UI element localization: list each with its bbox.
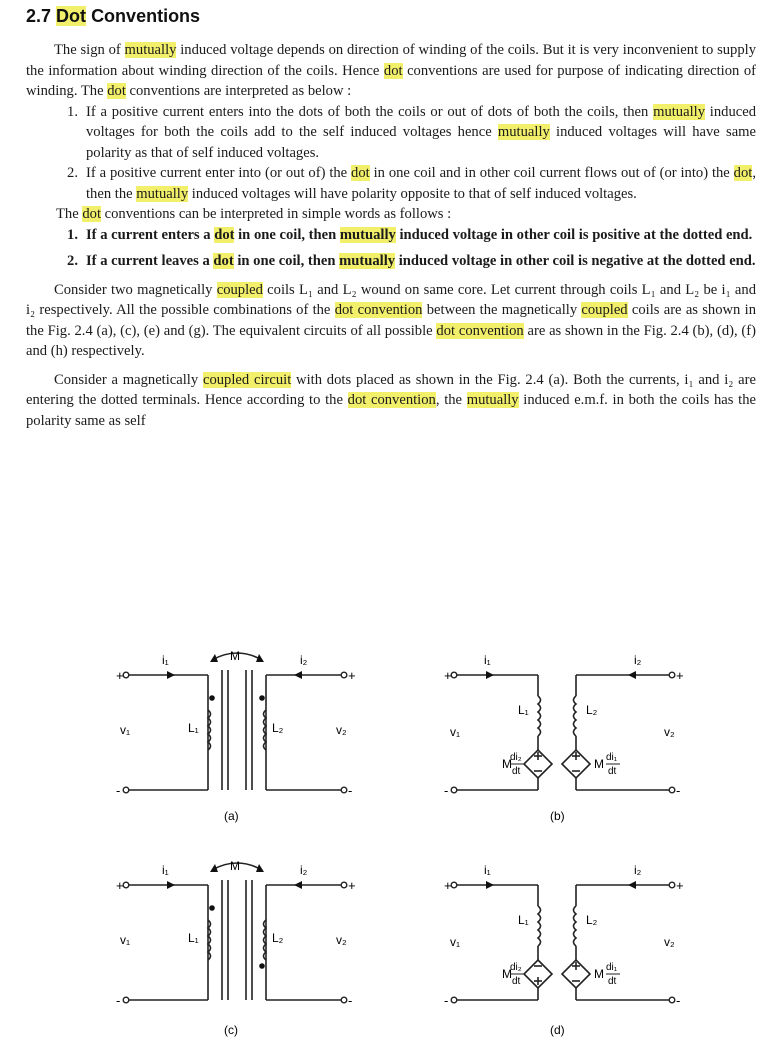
list-text: [86, 102, 756, 164]
figure-label: i₂: [300, 653, 308, 667]
figure-b: [440, 640, 690, 835]
text-run: induced voltages will have polarity opposite to that of self induced voltages.: [188, 185, 637, 202]
text-block: [26, 40, 756, 431]
text-run: induced voltages will have same polarity as that of self induced voltages.: [86, 124, 757, 161]
figure-label: -: [444, 993, 449, 1008]
figure-label: L₁: [518, 913, 529, 927]
figure-label: L₂: [272, 721, 284, 735]
text-run: conventions are used for purpose of indicating direction of winding. The: [26, 62, 756, 99]
text-run: coils are as shown in the Fig. 2.4 (a), (c), (e) and (g). The equivalent circuits of all possible: [26, 302, 756, 339]
figure-label: dt: [608, 976, 617, 987]
highlighted-term: mutually: [124, 42, 177, 58]
figure-label: v₁: [120, 933, 131, 947]
highlighted-term: dot convention: [334, 302, 423, 318]
figure-label: -: [348, 993, 353, 1008]
figure-label: v₂: [336, 723, 347, 737]
text-run: , the: [435, 392, 467, 408]
figure-label: di₂: [510, 962, 522, 973]
highlighted-term: mutually: [497, 124, 550, 140]
highlighted-term: mutually: [339, 226, 396, 243]
list-item: [26, 251, 756, 272]
paragraph-coupled-coils: [26, 280, 756, 362]
highlighted-term: mutually: [339, 253, 396, 269]
figure-label: dt: [512, 766, 521, 777]
section-heading: [26, 6, 200, 27]
figure-label: M: [230, 649, 240, 663]
highlighted-term: dot convention: [347, 392, 436, 408]
text-run: in one coil, then: [233, 253, 340, 269]
figure-label: +: [116, 668, 124, 683]
highlighted-term: mutually: [466, 392, 519, 408]
figure-label: L₁: [188, 721, 199, 735]
text-run: between the magnetically: [422, 302, 582, 318]
list-item: [26, 225, 756, 246]
figure-label: (b): [550, 809, 565, 823]
list-text: [86, 225, 756, 246]
figure-label: i₁: [484, 653, 491, 667]
figure-label: +: [676, 878, 684, 893]
text-run: The sign of: [54, 42, 125, 58]
section-title-highlight: Dot: [56, 6, 87, 26]
highlighted-term: coupled: [216, 281, 263, 298]
list-number: 1.: [67, 226, 78, 243]
figure-label: v₁: [120, 723, 131, 737]
figure-label: +: [444, 668, 452, 683]
figure-label: L₂: [272, 931, 284, 945]
figure-label: (d): [550, 1023, 565, 1037]
figure-label: +: [348, 878, 356, 893]
figure-label: dt: [512, 976, 521, 987]
highlighted-term: dot: [733, 165, 753, 181]
text-run: induced voltages for both the coils add to the self induced voltages hence: [86, 103, 756, 140]
figure-a: [112, 640, 362, 835]
list-text: [86, 251, 756, 272]
figure-label: (c): [224, 1023, 238, 1037]
highlighted-term: dot: [214, 226, 235, 243]
text-run: If a current enters a: [86, 226, 215, 243]
figure-label: di₁: [606, 752, 618, 763]
figure-label: M: [502, 967, 512, 981]
highlighted-term: dot: [82, 206, 101, 222]
figure-label: +: [444, 878, 452, 893]
text-run: coils L₁ and L₂ wound on same core. Let current through coils L₁ and L₂ be i₁ and i₂ respectively. All the possible combinations of the: [26, 281, 756, 318]
text-run: in one coil, then: [234, 226, 340, 243]
figure-d: [440, 850, 690, 1045]
figure-label: +: [676, 668, 684, 683]
figure-label: -: [676, 783, 681, 798]
highlighted-term: mutually: [653, 103, 705, 120]
figure-a-diagram: [112, 640, 362, 830]
text-run: Consider a magnetically: [54, 371, 203, 388]
figure-label: dt: [608, 766, 617, 777]
list-number: 2.: [67, 253, 78, 269]
figure-label: di₁: [606, 962, 618, 973]
highlighted-term: dot: [383, 62, 403, 79]
text-run: induced voltage depends on direction of winding of the coils. But it is very inconvenient to supply the information about winding direction of the coils. Hence: [26, 42, 756, 79]
figure-label: M: [230, 859, 240, 873]
figure-label: i₂: [634, 863, 642, 877]
figure-label: i₁: [162, 653, 169, 667]
figure-label: L₁: [518, 703, 529, 717]
text-run: with dots placed as shown in the Fig. 2.4 (a). Both the currents, i₁ and i₂ are entering the dotted terminals. Hence according to the: [26, 371, 756, 408]
figure-c-diagram: [112, 850, 362, 1040]
figure-label: i₁: [162, 863, 169, 877]
text-run: If a positive current enter into (or out of) the: [86, 165, 352, 181]
list-item: [26, 163, 756, 204]
figure-label: i₂: [300, 863, 308, 877]
text-run: conventions can be interpreted in simple words as follows :: [101, 206, 452, 222]
figure-label: L₁: [188, 931, 199, 945]
text-run: If a positive current enters into the dots of both the coils or out of dots of both the coils, then: [86, 103, 654, 120]
highlighted-term: coupled circuit: [202, 371, 292, 388]
paragraph-intro: [26, 40, 756, 102]
highlighted-term: coupled: [581, 302, 628, 318]
figure-label: v₂: [664, 725, 675, 739]
simple-rules-list: [26, 225, 756, 272]
text-run: The: [56, 206, 83, 222]
figure-label: (a): [224, 809, 239, 823]
text-run: , then the: [86, 165, 756, 202]
figure-label: v₂: [336, 933, 347, 947]
text-run: are as shown in the Fig. 2.4 (b), (d), (f) and (h) respectively.: [26, 322, 756, 359]
highlighted-term: dot: [107, 83, 126, 99]
figure-label: +: [116, 878, 124, 893]
figure-label: -: [444, 783, 449, 798]
list-number: 1.: [67, 103, 78, 120]
text-run: in one coil and in other coil current flows out of (or into) the: [369, 165, 734, 181]
figure-d-diagram: [440, 850, 690, 1040]
figure-c: [112, 850, 362, 1045]
highlighted-term: dot: [213, 253, 234, 269]
figure-label: v₂: [664, 935, 675, 949]
section-title-word: Conventions: [91, 6, 201, 26]
highlighted-term: dot convention: [436, 322, 524, 339]
interpretation-list: [26, 102, 756, 205]
figure-label: -: [116, 783, 121, 798]
text-run: If a current leaves a: [86, 253, 214, 269]
figure-b-diagram: [440, 640, 690, 830]
figure-label: v₁: [450, 725, 461, 739]
figure-label: M: [594, 757, 604, 771]
text-run: induced voltage in other coil is positive at the dotted end.: [395, 226, 753, 243]
paragraph-coupled-circuit: [26, 370, 756, 432]
simple-words-intro: [56, 204, 756, 225]
figure-label: +: [348, 668, 356, 683]
highlighted-term: dot: [351, 165, 370, 181]
highlighted-term: mutually: [136, 185, 189, 202]
figure-label: -: [348, 783, 353, 798]
figure-label: -: [676, 993, 681, 1008]
list-number: 2.: [67, 165, 78, 181]
list-text: [86, 163, 756, 204]
text-run: conventions are interpreted as below :: [125, 83, 352, 99]
figure-label: di₂: [510, 752, 522, 763]
list-item: [26, 102, 756, 164]
text-run: induced e.m.f. in both the coils has the polarity same as self: [26, 392, 756, 429]
figure-label: i₂: [634, 653, 642, 667]
figure-label: i₁: [484, 863, 491, 877]
figure-label: M: [594, 967, 604, 981]
figure-label: L₂: [586, 703, 598, 717]
section-number: 2.7: [26, 6, 52, 26]
figure-label: v₁: [450, 935, 461, 949]
figure-label: L₂: [586, 913, 598, 927]
text-run: induced voltage in other coil is negative at the dotted end.: [395, 253, 756, 269]
figure-label: -: [116, 993, 121, 1008]
figure-label: M: [502, 757, 512, 771]
text-run: Consider two magnetically: [54, 281, 217, 298]
